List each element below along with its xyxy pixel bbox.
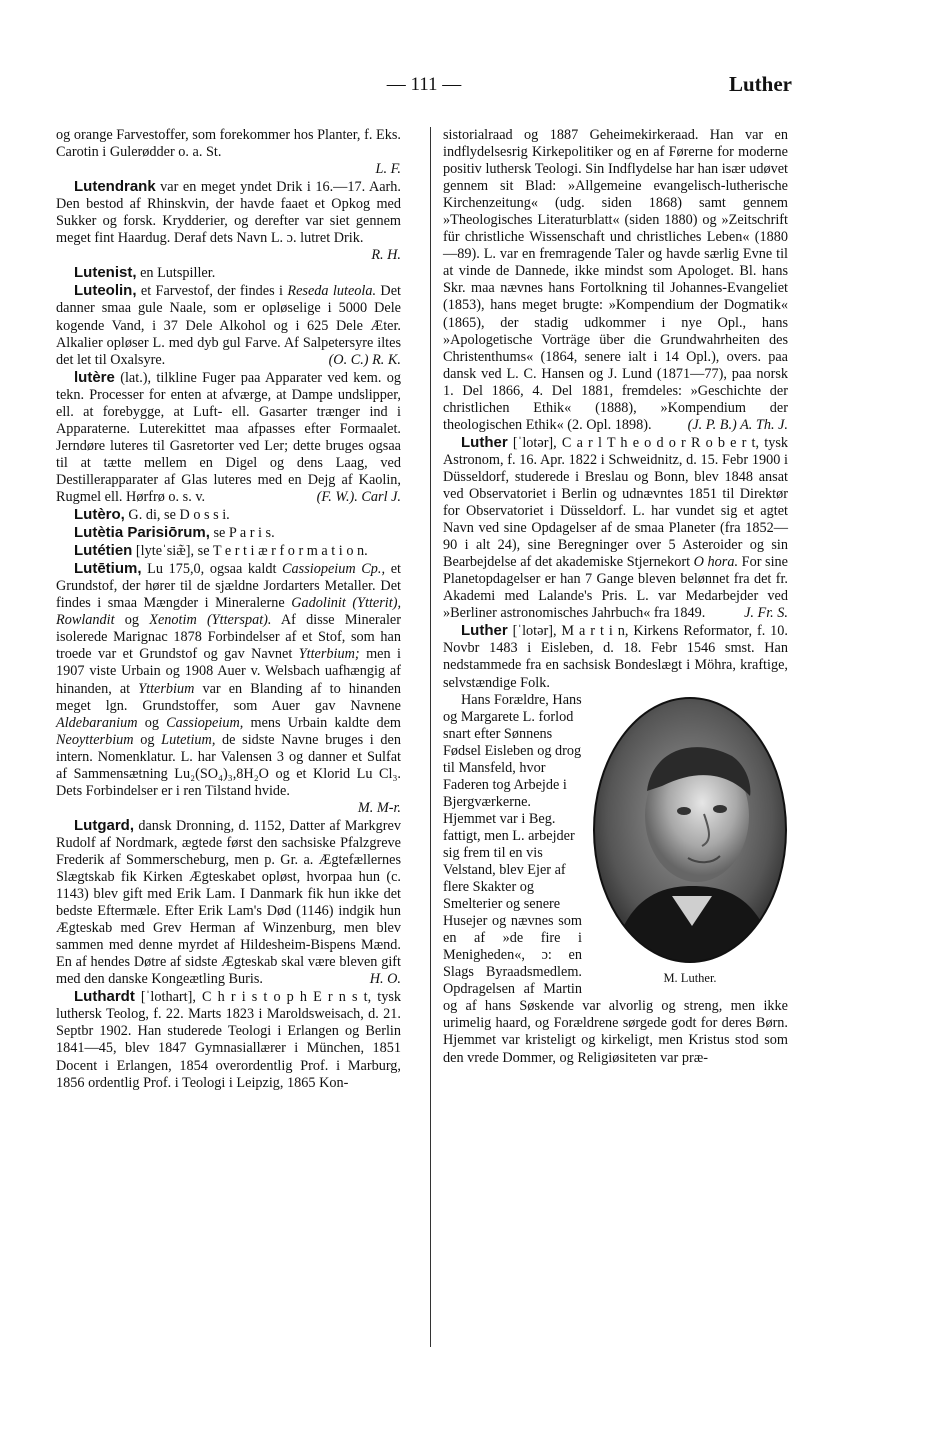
signature: (O. C.) R. K.: [328, 351, 401, 368]
figure-caption: M. Luther.: [663, 970, 717, 985]
headword: Lutendrank: [74, 178, 156, 196]
entry-lutere: lutère (lat.), tilkline Fuger paa Apparater ved kem. og tekn. Processer for enten at afværge, at Dampe undslipper, ell. at forebygge, at Luft- ell. Gasarter trænger ind i Apparaterne. Luterekittet maa afpasses efter Formaalet. Jerndøre luteres til Gasretorter ved Ler; dette bruges ogsaa til at tætte mellem en Digel og dens Laag, ved Destillerapparater af Glas luteres med en Dejg af Kaolin, Rugmel ell. Hørfrø o. s. v. (F. W.). Carl J.: [56, 368, 401, 505]
headword: Lutenist,: [74, 264, 137, 282]
headword: Lutētium,: [74, 560, 142, 578]
entry-lutendrank: Lutendrank var en meget yndet Drik i 16.—17. Aarh. Den bestod af Rhinskvin, der havde faaet et Opkog med Sukker og forsk. Krydderier, og derefter var siet gennem meget fint Haardug. Deraf dets Navn L. ɔ. lutret Drik.: [56, 178, 401, 247]
headword: Luteolin,: [74, 282, 137, 300]
page-number: — 111 —: [386, 74, 462, 95]
headword: Luther: [461, 433, 508, 451]
entry-luther-carl: Luther [ˈlotər], C a r l T h e o d o r R o b e r t, tysk Astronom, f. 16. Apr. 1822 i Schweidnitz, d. 15. Febr 1900 i Düsseldorf, studerede i Breslau og Bonn, blev 1848 ansat ved Observatoriet i Berlin og udnævntes 1851 til Direktør for Observatoriet i Düsseldorf. L. har vundet sig et agtet Navn ved sine Opdagelser af de smaa Planeter (fra 1852—90 i alt 24), sine Beregninger over 5 Asteroider og sin Bearbejdelse af det akademiske Stjernekort O hora. For sine Planetopdagelser er han 7 Gange bleven belønnet fra det fr. Akademi med Lalande's Pris. L. var Medarbejder ved »Berliner astronomisches Jahrbuch« fra 1849. J. Fr. S.: [443, 433, 788, 622]
luther-portrait: [592, 696, 788, 964]
entry-lutetia: Lutètia Parisiōrum, se P a r i s.: [74, 524, 275, 542]
headword: Lutétien: [74, 542, 133, 560]
entry-lutetien: Lutétien [lyteˈsiæ̃], se T e r t i æ r f o r m a t i o n.: [74, 542, 368, 560]
right-column: [443, 127, 788, 1067]
continued-paragraph: og orange Farvestoffer, som forekommer hos Planter, f. Eks. Carotin i Gulerødder o. a. St.: [56, 127, 401, 161]
narrow-paragraph: Hans Forældre, Hans og Margarete L. forlod snart efter Sønnens Fødsel Eisleben og drog til Mansfeld, hvor Faderen tog Arbejde i Bjergværkerne. Hjemmet var i Beg. fattigt, men L. arbejder sig frem til en vis Velstand, blev Ejer af flere Skakter og Smelterier og senere: [443, 691, 582, 913]
signature: (J. P. B.) A. Th. J.: [687, 416, 788, 433]
left-column: [56, 127, 401, 1092]
signature: J. Fr. S.: [744, 605, 788, 622]
page-header: [56, 72, 792, 100]
headword: lutère: [74, 368, 115, 386]
entry-luthardt: Luthardt [ˈlothart], C h r i s t o p h E r n s t, tysk luthersk Teolog, f. 22. Marts 1823 i Maroldsweisach, d. 21. Septbr 1902. Han studerede Teologi i Erlangen og Berlin 1841—45, blev 1847 Gymnasiallærer i München, 1851 Docent i Erlangen, 1854 overordentlig Prof. i Marburg, 1856 ordentlig Prof. i Teologi i Leipzig, 1865 Kon-: [56, 988, 401, 1091]
entry-lutero: Lutèro, G. di, se D o s s i.: [74, 506, 230, 524]
headword: Lutèro,: [74, 506, 125, 524]
signature: (F. W.). Carl J.: [316, 488, 401, 505]
signature: M. M-r.: [357, 799, 401, 816]
headword: Lutètia Parisiōrum,: [74, 524, 210, 542]
signature: H. O.: [369, 971, 401, 988]
headword: Lutgard,: [74, 816, 134, 834]
entry-lutgard: Lutgard, dansk Dronning, d. 1152, Datter af Markgrev Rudolf af Nordmark, ægtede først den sachsiske Pfalzgreve Frederik af Sommerscheburg, men p. Gr. a. Ægtefællernes Slægtskab fik Kirken Ægteskabet opløst, hvorpaa hun (c. 1143) blev gift med Erik Lam. I Danmark fik hun ikke det bedste Eftermæle. Efter Erik Lam's Død (1146) indgik hun Ægteskab med Grev Herman af Winzenburg, men blev sammen med denne myrdet af Hildesheim-Bispens Mænd. En af hendes Døtre af sidste Ægteskab skal være bleven gift med den danske Kongeætling Buris. H. O.: [56, 816, 401, 988]
column-divider: [430, 127, 431, 1347]
headword: Luthardt: [74, 988, 135, 1006]
running-head: Luther: [729, 72, 792, 96]
portrait-figure: [592, 696, 788, 987]
signature: R. H.: [371, 247, 401, 264]
entry-lutenist: Lutenist, en Lutspiller.: [74, 264, 216, 282]
entry-luther-martin: Luther [ˈlotər], M a r t i n, Kirkens Reformator, f. 10. Novbr 1483 i Eisleben, d. 18. Febr 1546 smst. Han nedstammede fra en sachsisk Bondeslægt i Möhra, kraftige, selvstændige Folk.: [443, 622, 788, 691]
paragraph: Husejer og nævnes som en af »de fire i Menigheden«, ɔ: en Slags Byraadsmedlem. Opdragelsen af Martin og af hans Søskende var alvorlig og streng, men ikke urimelig haard, og Forældrene sørgede godt for deres Børn. Hjemmet var kristeligt og kirkeligt, men Kristus stod som den vrede Dommer, og Religiøsiteten var præ-: [443, 913, 788, 1066]
entry-luteolin: Luteolin, et Farvestof, der findes i Reseda luteola. Det danner smaa gule Naale, som er opløselige i 5000 Dele kogende Vand, i 37 Dele Alkohol og i 625 Dele Æter. Alkalier opløser L. med dyb gul Farve. Af Salpetersyre iltes det let til Oxalsyre. (O. C.) R. K.: [56, 282, 401, 368]
continued-paragraph: sistorialraad og 1887 Geheimekirkeraad. Han var en indflydelsesrig Kirkepolitiker og en af Førerne for moderne positiv luthersk Teologi. Sin Indflydelse har han især udøvet gennem sit Blad: »Allgemeine evangelisch-lutherische Kirchenzeitung« (udg. siden 1868) samt gennem »Theologisches Literaturblatt« (siden 1880) og »Zeitschrift für christliche Wissenschaft und christliches Leben« (1880—89). L. var en fremragende Taler og havde særlig Evne til at vinde de Dannede, ikke mindst som Apologet. Bl. hans Skr. maa nævnes hans Fortolkning til Johannes-Evangeliet (1853), hans meget brugte: »Kompendium der Dogmatik« (1865), der stadig udkommer i nye Opl., hans »Apologetische Vorträge über die Grundwahrheiten des Christenthums« (1864, senere ialt i 14 Opl.), overs. paa dansk ved L. C. Hansen og J. Lund (1871—77), paa norsk 1. Del 1866, 4. Del 1881, fremdeles: »Geschichte der christlichen Ethik« (1888), »Kompendium der theologischen Ethik« (2. Opl. 1898). (J. P. B.) A. Th. J.: [443, 127, 788, 433]
headword: Luther: [461, 622, 508, 640]
entry-lutetium: Lutētium, Lu 175,0, ogsaa kaldt Cassiopeium Cp., et Grundstof, der hører til de sjældne Jordarters Metaller. Det findes i smaa Mængder i Mineralerne Gadolinit (Ytterit), Rowlandit og Xenotim (Ytterspat). Af disse Mineraler isolerede Marignac 1878 Forbindelser af et Stof, som han troede var et Grundstof og gav Navnet Ytterbium; men i 1907 viste Urbain og 1908 Auer v. Welsbach uafhængig af hinanden, at Ytterbium var en Blanding af to hinanden meget lgn. Grundstoffer, som Auer gav Navnene Aldebaranium og Cassiopeium, mens Urbain kaldte dem Neoytterbium og Lutetium, de sidste Navne bruges i den intern. Nomenklatur. L. har Valensen 3 og danner et Sulfat af Sammensætning Lu₂(SO₄)₃,8H₂O og et Klorid Lu Cl₃. Dets Forbindelser er i ren Tilstand hvide.: [56, 560, 402, 799]
signature: L. F.: [375, 161, 401, 178]
